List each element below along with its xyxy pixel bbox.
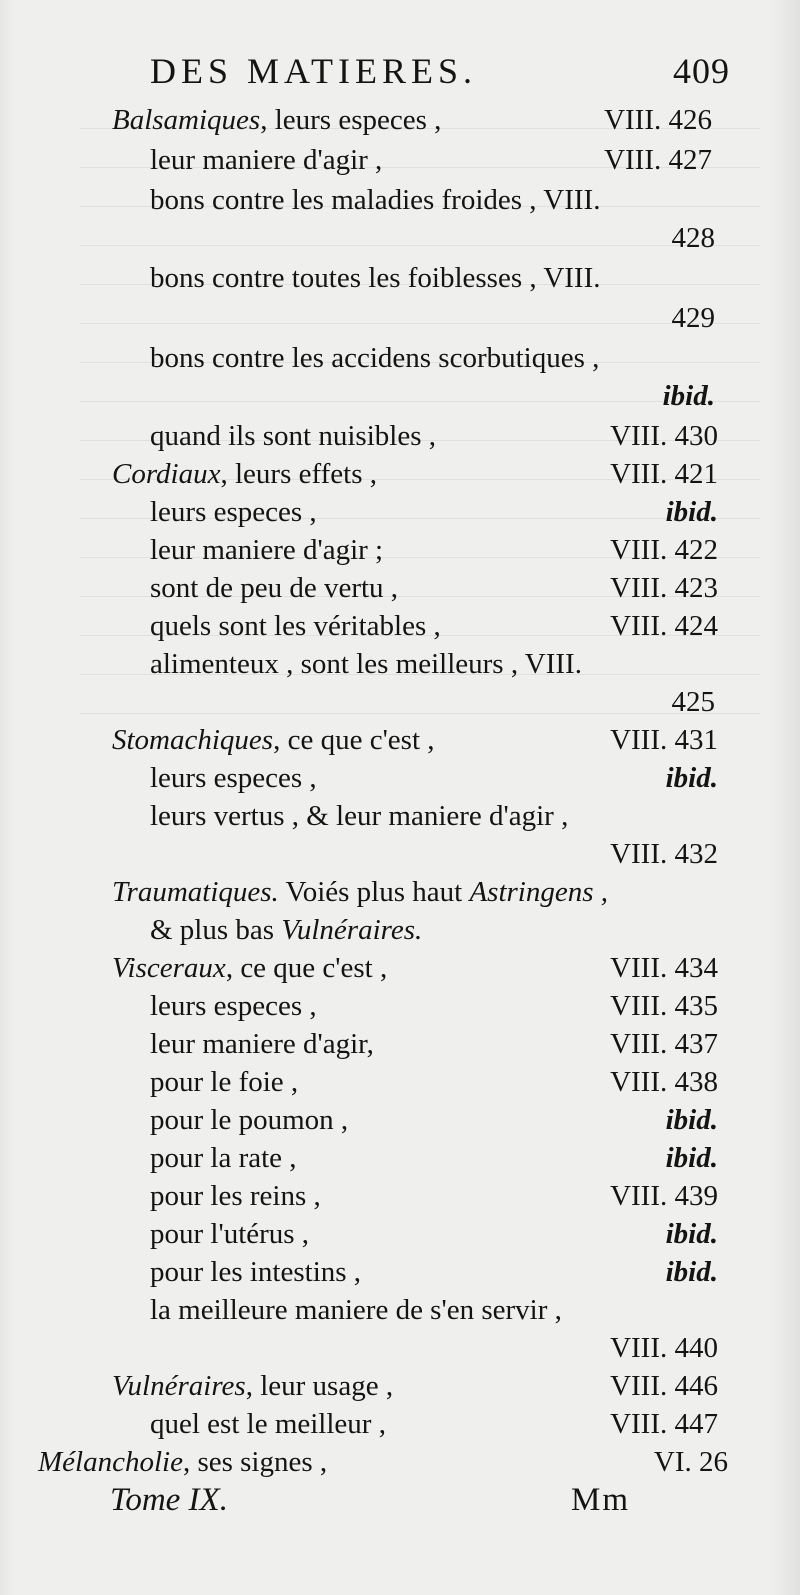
index-entry [112, 720, 718, 760]
index-subentry [150, 568, 718, 608]
index-subentry [150, 1062, 718, 1102]
entry-reference: VIII. 432 [610, 838, 718, 870]
entry-reference: VIII. 427 [604, 144, 712, 176]
index-subentry [150, 606, 718, 646]
index-continuation [150, 682, 715, 722]
entry-text: quel est le meilleur , [150, 1408, 386, 1440]
volume-label: Tome IX. [110, 1482, 228, 1518]
entry-text: pour les intestins , [150, 1256, 362, 1288]
entry-text: , leurs effets , [220, 458, 377, 490]
index-subentry [150, 1024, 718, 1064]
entry-text: sont de peu de vertu , [150, 572, 399, 604]
index-subentry [150, 1138, 718, 1178]
index-subentry [150, 492, 718, 532]
index-entry [112, 948, 718, 988]
index-continuation [150, 298, 715, 338]
entry-heading: Balsamiques [112, 104, 261, 136]
entry-heading: Cordiaux [112, 458, 221, 490]
index-continuation [150, 1328, 718, 1368]
entry-reference: VIII. 423 [610, 572, 718, 604]
index-subentry [150, 530, 718, 570]
entry-reference: VI. 26 [653, 1446, 728, 1478]
entry-text: bons contre les maladies froides , VIII. [150, 184, 601, 216]
index-subentry [150, 1100, 718, 1140]
entry-text: la meilleure maniere de s'en servir , [150, 1294, 562, 1326]
header-title: DES MATIERES. [150, 51, 478, 91]
entry-reference: VIII. 426 [604, 104, 712, 136]
entry-text: leur maniere d'agir , [150, 144, 383, 176]
index-continuation [150, 376, 715, 416]
entry-heading: Stomachiques [112, 724, 274, 756]
index-subentry [150, 1404, 718, 1444]
entry-text: alimenteux , sont les meilleurs , VIII. [150, 648, 582, 680]
entry-text: pour le foie , [150, 1066, 299, 1098]
index-subentry [150, 796, 720, 836]
entry-text: Voiés plus haut [278, 876, 470, 908]
entry-heading: Vulnéraires [112, 1370, 246, 1402]
index-subentry [150, 986, 718, 1026]
index-subentry [150, 258, 720, 298]
entry-cross-reference: Astringens , [469, 876, 609, 908]
index-subentry [150, 758, 718, 798]
entry-reference: VIII. 430 [610, 420, 718, 452]
entry-reference: VIII. 422 [610, 534, 718, 566]
index-main-entry [38, 1442, 728, 1482]
entry-reference: VIII. 446 [610, 1370, 718, 1402]
entry-text: , leurs especes , [260, 104, 442, 136]
entry-reference: VIII. 447 [610, 1408, 718, 1440]
entry-text: & plus bas [150, 914, 282, 946]
entry-text: , ses signes , [182, 1446, 328, 1478]
entry-reference: 425 [671, 686, 715, 718]
running-header [150, 50, 730, 100]
entry-reference: VIII. 438 [610, 1066, 718, 1098]
entry-text: , leur usage , [245, 1370, 394, 1402]
entry-reference-ibid: ibid. [665, 762, 718, 794]
entry-reference-ibid: ibid. [665, 1104, 718, 1136]
entry-text: leur maniere d'agir, [150, 1028, 374, 1060]
index-subentry [150, 910, 710, 950]
entry-reference-ibid: ibid. [665, 496, 718, 528]
index-entry [112, 100, 712, 140]
entry-text: pour les reins , [150, 1180, 321, 1212]
index-entry [112, 1366, 718, 1406]
entry-text: bons contre les accidens scorbutiques , [150, 342, 600, 374]
entry-reference: VIII. 437 [610, 1028, 718, 1060]
index-subentry [150, 1176, 718, 1216]
index-continuation [150, 218, 715, 258]
page-footer [110, 1482, 630, 1526]
entry-text: quels sont les véritables , [150, 610, 441, 642]
entry-reference: 428 [671, 222, 715, 254]
entry-text: leurs especes , [150, 762, 317, 794]
entry-text: quand ils sont nuisibles , [150, 420, 436, 452]
index-subentry [150, 180, 720, 220]
entry-text: leur maniere d'agir ; [150, 534, 384, 566]
entry-reference: VIII. 424 [610, 610, 718, 642]
entry-reference: VIII. 435 [610, 990, 718, 1022]
index-subentry [150, 140, 712, 180]
entry-text: , ce que c'est , [225, 952, 388, 984]
index-entry [112, 454, 718, 494]
entry-reference: VIII. 431 [610, 724, 718, 756]
entry-reference: VIII. 434 [610, 952, 718, 984]
entry-reference-ibid: ibid. [665, 1218, 718, 1250]
index-subentry [150, 644, 720, 684]
entry-heading: Traumatiques. [112, 876, 279, 908]
index-subentry [150, 338, 720, 378]
entry-reference: VIII. 440 [610, 1332, 718, 1364]
entry-heading: Mélancholie [38, 1446, 183, 1478]
page-number: 409 [673, 51, 730, 91]
entry-text: leurs vertus , & leur maniere d'agir , [150, 800, 569, 832]
entry-reference-ibid: ibid. [665, 1142, 718, 1174]
index-subentry [150, 1214, 718, 1254]
entry-reference: VIII. 439 [610, 1180, 718, 1212]
entry-cross-reference: Vulnéraires. [281, 914, 423, 946]
entry-text: pour la rate , [150, 1142, 297, 1174]
entry-reference-ibid: ibid. [662, 380, 715, 412]
index-entry [112, 872, 722, 912]
index-continuation [150, 834, 718, 874]
entry-text: , ce que c'est , [273, 724, 435, 756]
entry-reference: VIII. 421 [610, 458, 718, 490]
index-subentry [150, 1252, 718, 1292]
entry-text: leurs especes , [150, 496, 317, 528]
entry-text: pour le poumon , [150, 1104, 349, 1136]
entry-reference: 429 [671, 302, 715, 334]
index-subentry [150, 1290, 720, 1330]
entry-text: leurs especes , [150, 990, 317, 1022]
signature-mark: Mm [570, 1482, 630, 1518]
index-subentry [150, 416, 718, 456]
entry-text: pour l'utérus , [150, 1218, 310, 1250]
entry-heading: Visceraux [112, 952, 226, 984]
entry-reference-ibid: ibid. [665, 1256, 718, 1288]
entry-text: bons contre toutes les foiblesses , VIII. [150, 262, 601, 294]
